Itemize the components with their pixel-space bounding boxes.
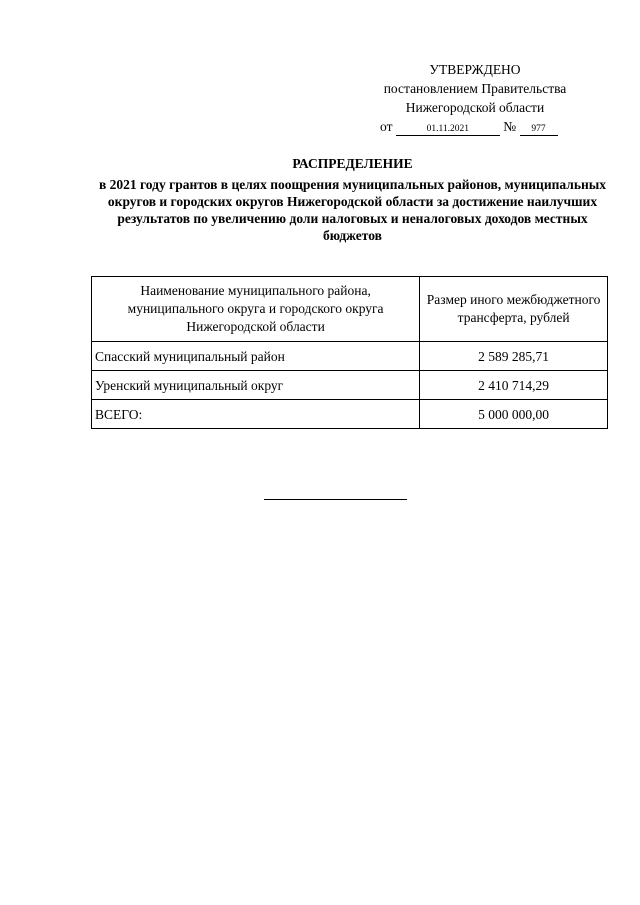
header-transfer-amount: Размер иного межбюджетного трансферта, рублей (420, 277, 608, 342)
total-amount: 5 000 000,00 (420, 400, 608, 429)
approval-heading: УТВЕРЖДЕНО (429, 62, 521, 77)
approval-stamp (360, 60, 590, 136)
table-row-total (92, 400, 608, 429)
row-name: Уренский муниципальный округ (92, 371, 420, 400)
row-amount: 2 589 285,71 (420, 342, 608, 371)
table-header-row (92, 277, 608, 342)
document-title: РАСПРЕДЕЛЕНИЕ (292, 156, 413, 171)
approval-resolution-line: постановлением Правительства (383, 81, 567, 96)
number-prefix: № (503, 119, 517, 134)
row-amount: 2 410 714,29 (420, 371, 608, 400)
header-municipality: Наименование муниципального района, муниципального округа и городского округа Нижегородской области (92, 277, 420, 342)
date-prefix: от (380, 119, 393, 134)
document-subtitle: в 2021 году грантов в целях поощрения муниципальных районов, муниципальных округов и городских округов Нижегородской области за достижение наилучших результатов по увеличению доли налоговых и неналоговых доходов местных бюджетов (98, 177, 607, 243)
end-separator-line (264, 499, 407, 500)
approval-region-line: Нижегородской области (405, 100, 545, 115)
distribution-table (91, 276, 608, 429)
approval-number: 977 (520, 123, 558, 136)
table-row (92, 342, 608, 371)
approval-date: 01.11.2021 (396, 123, 500, 136)
row-name: Спасский муниципальный район (92, 342, 420, 371)
table-row (92, 371, 608, 400)
total-label: ВСЕГО: (92, 400, 420, 429)
approval-date-row (360, 117, 590, 136)
